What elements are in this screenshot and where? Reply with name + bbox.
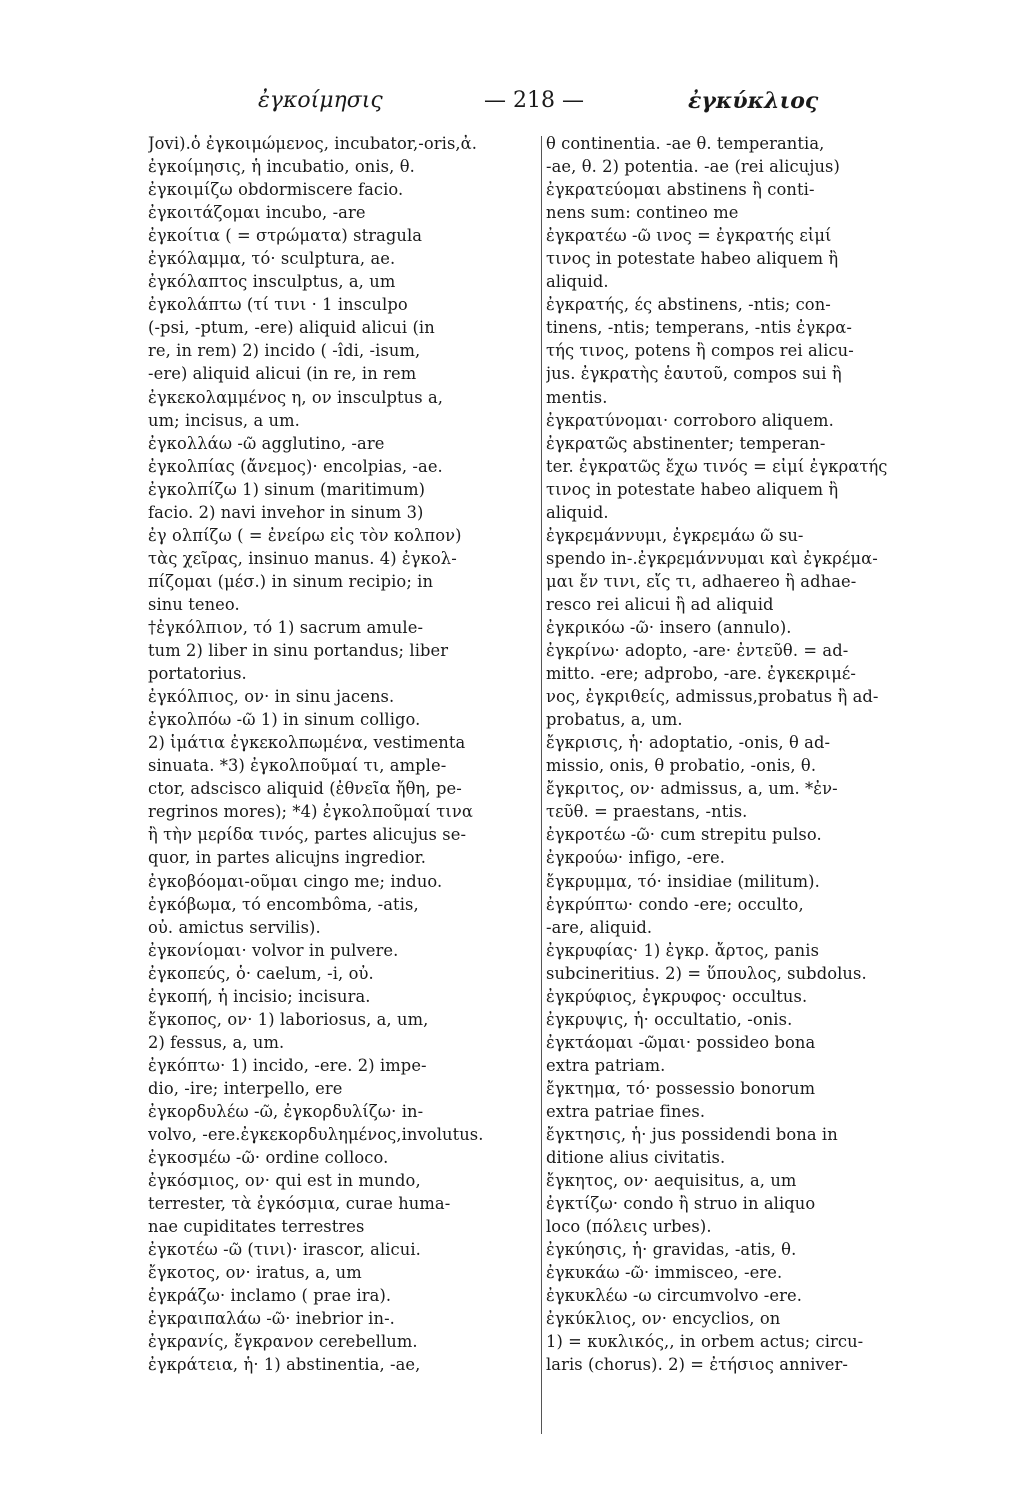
entry-line: τεῦθ. = praestans, -ntis. [546,802,748,822]
entry-line: ἐγκύησις, ἡ· gravidas, -atis, θ. [546,1240,797,1260]
entry-line: probatus, a, um. [546,710,683,730]
entry-line: ἐγκοίτια ( = στρώματα) stragula [148,226,423,246]
entry-line: ἐγκραιπαλάω -ῶ· inebrior in-. [148,1309,395,1329]
entry-line: dio, -ire; interpello, ere [148,1078,343,1098]
entry-line: ἔγκτημα, τό· possessio bonorum [546,1078,816,1098]
entry-line: τὰς χεῖρας, insinuo manus. 4) ἐγκολ- [148,548,457,568]
entry-line: re, in rem) 2) incido ( -îdi, -isum, [148,341,421,361]
entry-line: facio. 2) navi invehor in sinum 3) [148,502,424,522]
entry-line: ἐγκράζω· inclamo ( prae ira). [148,1286,392,1306]
entry-line: nae cupiditates terrestres [148,1217,365,1237]
entry-line: ἐγ ολπίζω ( = ἐνείρω εἰς τὸν κολπον) [148,525,462,545]
entry-line: -ae, θ. 2) potentia. -ae (rei alicujus) [546,157,840,177]
entry-line: tum 2) liber in sinu portandus; liber [148,641,449,661]
entry-line: portatorius. [148,664,247,684]
entry-line: ἐγκρατής, ές abstinens, -ntis; con- [546,295,831,315]
entry-line: ἐγκόλπιος, ον· in sinu jacens. [148,687,395,707]
entry-line: 2) fessus, a, um. [148,1032,285,1052]
entry-line: loco (πόλεις urbes). [546,1217,712,1237]
entry-line: ἐγκρυφίας· 1) ἐγκρ. ἄρτος, panis [546,940,820,960]
page-number: — 218 — [484,88,584,113]
entry-line: ἐγκολπίζω 1) sinum (maritimum) [148,479,426,499]
entry-line: ἐγκοσμέω -ῶ· ordine colloco. [148,1148,389,1168]
entry-line: ἔγκρυμμα, τό· insidiae (militum). [546,871,820,891]
entry-line: laris (chorus). 2) = ἐτήσιος anniver- [546,1355,849,1375]
entry-line: jus. ἐγκρατὴς ἑαυτοῦ, compos sui ἢ [546,364,842,384]
entry-line: Jovi).ὁ ἐγκοιμώμενος, incubator,-oris,ἀ. [148,134,478,153]
entry-line: -are, aliquid. [546,917,653,937]
entry-line: μαι ἔν τινι, εἴς τι, adhaereo ἢ adhae- [546,571,857,591]
entry-line: ἐγκρατεύομαι abstinens ἢ conti- [546,180,815,200]
entry-line: ἐγκυκάω -ῶ· immisceo, -ere. [546,1263,783,1283]
entry-line: ἐγκρατέω -ῶ ινος = ἐγκρατής εἰμί [546,226,832,246]
entry-line: ἔγκοτος, ον· iratus, a, um [148,1263,362,1283]
entry-line: ἐγκολπίας (ἄνεμος)· encolpias, -ae. [148,456,443,476]
entry-line: ἐγκράτεια, ἡ· 1) abstinentia, -ae, [148,1355,421,1375]
entry-line: extra patriae fines. [546,1101,706,1121]
entry-line: ἢ τὴν μερίδα τινός, partes alicujus se- [148,825,467,845]
entry-line: ditione alius civitatis. [546,1148,726,1168]
entry-line: ἐγκρούω· infigo, -ere. [546,848,725,868]
entry-line: ἐγκοτέω -ῶ (τινι)· irascor, alicui. [148,1240,421,1260]
header-first-word: ἐγκοίμησις [258,88,383,113]
entry-line: τής τινος, potens ἢ compos rei alicu- [546,341,854,361]
entry-line: ἐγκρύπτω· condo -ere; occulto, [546,894,804,914]
entry-line: terrester, τὰ ἐγκόσμια, curae huma- [148,1194,451,1214]
entry-line: ἐγκολάπτω (τί τινι · 1 insculpo [148,295,408,315]
entry-line: um; incisus, a um. [148,410,300,430]
entry-line: ἐγκόλαμμα, τό· sculptura, ae. [148,249,396,269]
entry-line: ἐγκόσμιος, ον· qui est in mundo, [148,1171,421,1191]
entry-line: ἔγκριτος, ον· admissus, a, um. *ἐν- [546,779,838,799]
entry-line: ἐγκύκλιος, ον· encyclios, on [546,1309,781,1329]
entry-line: ἐγκοβόομαι-οῦμαι cingo me; induo. [148,871,443,891]
left-column [148,132,536,1377]
entry-line: ἐγκρύφιος, ἐγκρυφος· occultus. [546,986,808,1006]
entry-line: regrinos mores); *4) ἐγκολποῦμαί τινα [148,802,473,822]
entry-line: ἐγκολλάω -ῶ agglutino, -are [148,433,385,453]
entry-line: quor, in partes alicujns ingredior. [148,848,426,868]
entry-line: ἐγκρατύνομαι· corroboro aliquem. [546,410,834,430]
entry-line: ἐγκοπεύς, ὁ· caelum, -i, οὐ. [148,963,374,983]
entry-line: θ continentia. -ae θ. temperantia, [546,134,825,153]
entry-line: nens sum: contineo me [546,203,739,223]
entry-line: (-psi, -ptum, -ere) aliquid alicui (in [148,318,435,338]
entry-line: 2) ἱμάτια ἐγκεκολπωμένα, vestimenta [148,733,466,753]
entry-line: 1) = κυκλικός,, in orbem actus; circu- [546,1332,864,1352]
entry-line: ἐγκρανίς, ἔγκρανον cerebellum. [148,1332,418,1352]
entry-line: ἐγκοιμίζω obdormiscere facio. [148,180,404,200]
entry-line: mentis. [546,387,608,407]
entry-line: extra patriam. [546,1055,666,1075]
entry-line: spendo in-.ἐγκρεμάννυμαι καὶ ἐγκρέμα- [546,548,878,568]
entry-line: ἐγκεκολαμμένος η, ον insculptus a, [148,387,444,407]
entry-line: ἐγκόβωμα, τό encombôma, -atis, [148,894,419,914]
entry-line: ἐγκρυψις, ἡ· occultatio, -onis. [546,1009,793,1029]
entry-line: ἐγκορδυλέω -ῶ, ἐγκορδυλίζω· in- [148,1101,424,1121]
entry-line: ἐγκοίμησις, ἡ incubatio, onis, θ. [148,157,415,177]
entry-line: ἐγκροτέω -ῶ· cum strepitu pulso. [546,825,822,845]
entry-line: ἔγκοπος, ον· 1) laboriosus, a, um, [148,1009,429,1029]
entry-line: οὐ. amictus servilis). [148,917,321,937]
entry-line: ἐγκολπόω -ῶ 1) in sinum colligo. [148,710,421,730]
entry-line: ἐγκτάομαι -ῶμαι· possideo bona [546,1032,816,1052]
entry-line: resco rei alicui ἢ ad aliquid [546,594,774,614]
entry-line: πίζομαι (μέσ.) in sinum recipio; in [148,571,434,591]
right-column [546,132,932,1377]
entry-line: ἐγκτίζω· condo ἢ struo in aliquo [546,1194,816,1214]
entry-line: ἐγκρίνω· adopto, -are· ἐντεῦθ. = ad- [546,641,849,661]
entry-line: sinu teneo. [148,594,240,614]
entry-line: subcineritius. 2) = ὕπουλος, subdolus. [546,963,867,983]
running-header [0,88,1012,122]
entry-line: missio, onis, θ probatio, -onis, θ. [546,756,817,776]
entry-line: †ἐγκόλπιον, τό 1) sacrum amule- [148,617,424,637]
header-last-word: ἐγκύκλιος [688,88,819,114]
entry-line: ἔγκρισις, ἡ· adoptatio, -onis, θ ad- [546,733,831,753]
entry-line: volvo, -ere.ἐγκεκορδυλημένος,involutus. [148,1125,484,1145]
entry-line: ἐγκρικόω -ῶ· insero (annulo). [546,617,792,637]
entry-line: νος, ἐγκριθείς, admissus,probatus ἢ ad- [546,687,879,707]
entry-line: ἔγκτησις, ἡ· jus possidendi bona in [546,1125,838,1145]
entry-line: τινος in potestate habeo aliquem ἢ [546,249,839,269]
entry-line: ctor, adsciscо aliquid (ἐθνεῖα ἤθη, pe- [148,779,462,799]
entry-line: ἐγκονίομαι· volvor in pulvere. [148,940,399,960]
entry-line: ter. ἐγκρατῶς ἔχω τινός = εἰμί ἐγκρατής [546,456,888,476]
entry-line: ἐγκοπή, ἡ incisio; incisura. [148,986,371,1006]
entry-line: ἐγκυκλέω -ω circumvolvo -ere. [546,1286,803,1306]
entry-line: aliquid. [546,502,609,522]
entry-line: tinens, -ntis; temperans, -ntis ἐγκρα- [546,318,852,338]
entry-line: τινος in potestate habeo aliquem ἢ [546,479,839,499]
entry-line: ἐγκρατῶς abstinenter; temperan- [546,433,826,453]
entry-line: aliquid. [546,272,609,292]
entry-line: mitto. -ere; adprobo, -are. ἐγκεκριμέ- [546,664,857,684]
entry-line: ἐγκόλαπτος insculptus, a, um [148,272,396,292]
entry-line: ἐγκρεμάννυμι, ἐγκρεμάω ῶ su- [546,525,804,545]
entry-line: sinuata. *3) ἐγκολποῦμαί τι, ample- [148,756,447,776]
entry-line: ἐγκόπτω· 1) incido, -ere. 2) impe- [148,1055,427,1075]
entry-line: -ere) aliquid alicui (in re, in rem [148,364,417,384]
entry-line: ἔγκητος, ον· aequisitus, a, um [546,1171,797,1191]
column-divider [541,136,542,1434]
entry-line: ἐγκοιτάζομαι incubo, -are [148,203,366,223]
